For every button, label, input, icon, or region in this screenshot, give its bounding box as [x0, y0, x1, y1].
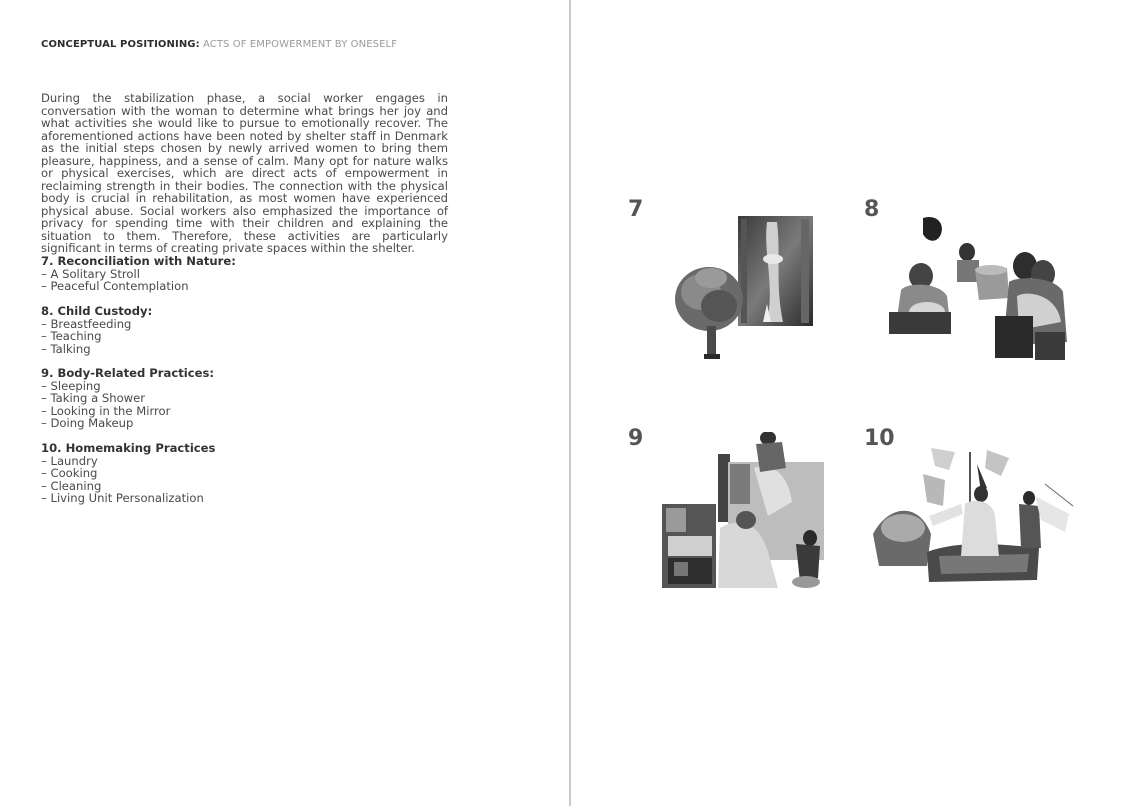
section-body-related-practices — [41, 367, 341, 430]
collage-child-custody-image — [887, 212, 1072, 364]
list-item: – Talking — [41, 341, 91, 356]
collage-homemaking-image — [869, 444, 1079, 584]
section-heading: 7. Reconciliation with Nature: — [41, 254, 236, 268]
section-heading: 8. Child Custody: — [41, 304, 153, 318]
list-item: – Breastfeeding — [41, 316, 132, 331]
intro-paragraph: During the stabilization phase, a social worker engages in conversation with the woman to determine what brings her joy and what activities she would like to pursue to emotionally recover. The aforementioned actions have been noted by shelter staff in Denmark as the initial steps chosen by newly arrived women to bring them pleasure, happiness, and a sense of calm. Many opt for nature walks or physical exercises, which are direct acts of empowerment in reclaiming strength in their bodies. The connection with the physical body is crucial in rehabilitation, as most women have experienced physical abuse. Social workers also emphasized the importance of privacy for spending time with their children and explaining the situation to them. Therefore, these activities are particularly significant in terms of creating private spaces within the shelter. — [41, 91, 448, 255]
list-item: – Laundry — [41, 453, 98, 468]
page-header — [41, 39, 397, 50]
list-item: – Sleeping — [41, 378, 101, 393]
section-homemaking-practices — [41, 442, 341, 505]
section-heading: 10. Homemaking Practices — [41, 441, 216, 455]
list-item: – Taking a Shower — [41, 391, 146, 405]
panel-number-8: 8 — [864, 197, 880, 222]
list-item: – Cleaning — [41, 478, 102, 493]
section-child-custody — [41, 305, 341, 355]
panel-number-9: 9 — [628, 426, 644, 451]
left-page — [0, 0, 569, 806]
section-heading: 9. Body-Related Practices: — [41, 366, 215, 380]
section-reconciliation-with-nature — [41, 255, 341, 293]
list-item: – Teaching — [41, 329, 102, 343]
header-title: CONCEPTUAL POSITIONING: — [41, 39, 200, 50]
header-subtitle: ACTS OF EMPOWERMENT BY ONESELF — [199, 39, 398, 50]
list-item: – Living Unit Personalization — [41, 491, 204, 505]
collage-body-practices-image — [660, 432, 832, 592]
list-item: – Looking in the Mirror — [41, 403, 171, 418]
list-item: – Cooking — [41, 466, 98, 480]
right-page — [571, 0, 1140, 806]
list-item: – Doing Makeup — [41, 416, 134, 430]
list-item: – Peaceful Contemplation — [41, 279, 189, 293]
collage-nature-walk-image — [671, 214, 821, 366]
list-item: – A Solitary Stroll — [41, 266, 140, 281]
panel-number-10: 10 — [864, 426, 895, 451]
panel-number-7: 7 — [628, 197, 644, 222]
